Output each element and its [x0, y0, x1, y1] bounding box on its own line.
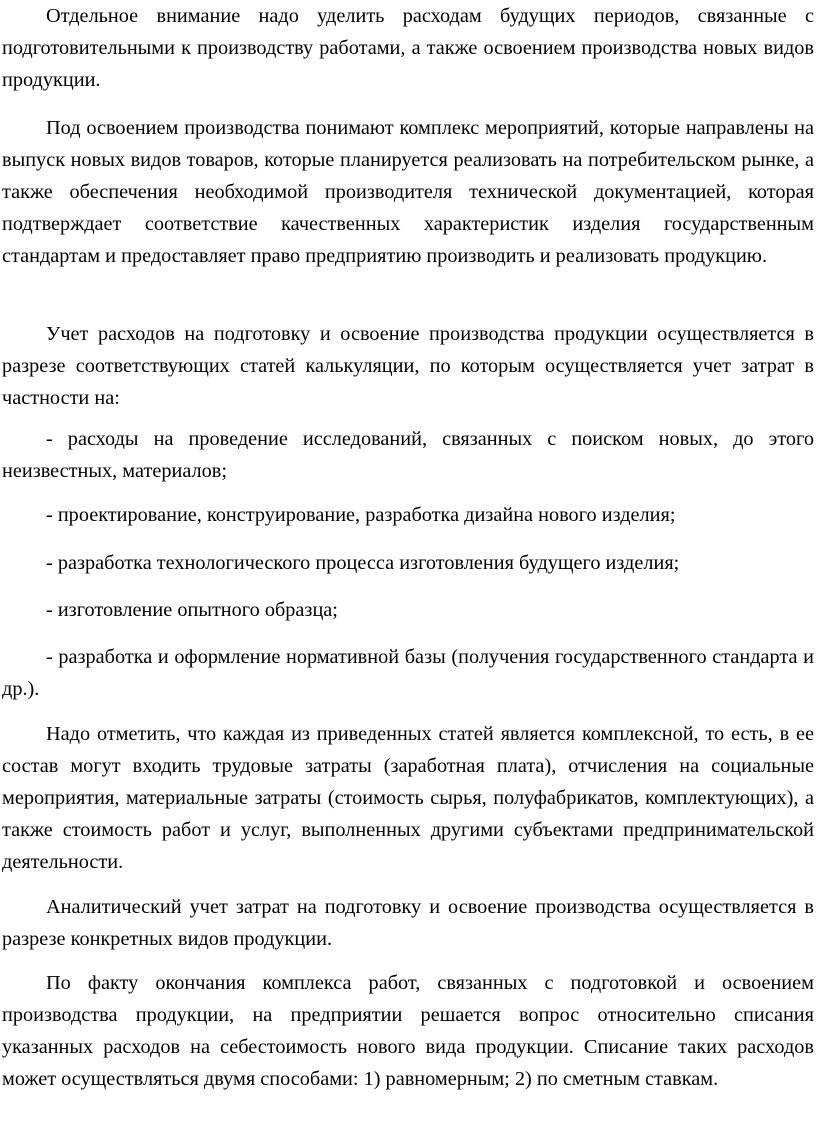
paragraph-write-off-methods: По факту окончания комплекса работ, связанных с подготовкой и освоением производства продукции, на предприятии решается вопрос относительно списания указанных расходов на себестоимость нового вида продукции. Списание таких расходов может осуществляться двумя способами: 1) равномерным; 2) по сметным ставкам. — [2, 972, 814, 1090]
list-item-technology-process: - разработка технологического процесса изготовления будущего изделия; — [46, 552, 680, 574]
paragraph-cost-accounting-items: Учет расходов на подготовку и освоение производства продукции осуществляется в разрезе соответствующих статей калькуляции, по которым осуществляется учет затрат в частности на: — [2, 323, 814, 409]
paragraph-complex-items: Надо отметить, что каждая из приведенных статей является комплексной, то есть, в ее состав могут входить трудовые затраты (заработная плата), отчисления на социальные мероприятия, материальные затраты (стоимость сырья, полуфабрикатов, комплектующих), а также стоимость работ и услуг, выполненных другими субъектами предпринимательской деятельности. — [2, 723, 814, 873]
list-item-normative-base: - разработка и оформление нормативной базы (получения государственного стандарта и др.). — [2, 646, 814, 700]
list-item-research: - расходы на проведение исследований, связанных с поиском новых, до этого неизвестных, материалов; — [2, 428, 814, 482]
list-item-design: - проектирование, конструирование, разработка дизайна нового изделия; — [46, 504, 676, 526]
paragraph-analytical-accounting: Аналитический учет затрат на подготовку и освоение производства осуществляется в разрезе конкретных видов продукции. — [2, 896, 814, 950]
paragraph-future-expenses: Отдельное внимание надо уделить расходам будущих периодов, связанные с подготовительными к производству работами, а также освоением производства новых видов продукции. — [2, 5, 814, 91]
paragraph-production-development-definition: Под освоением производства понимают комплекс мероприятий, которые направлены на выпуск новых видов товаров, которые планируется реализовать на потребительском рынке, а также обеспечения необходимой производителя технической документацией, которая подтверждает соответствие качественных характеристик изделия государственным стандартам и предоставляет право предприятию производить и реализовать продукцию. — [2, 117, 814, 267]
list-item-prototype: - изготовление опытного образца; — [46, 599, 338, 621]
